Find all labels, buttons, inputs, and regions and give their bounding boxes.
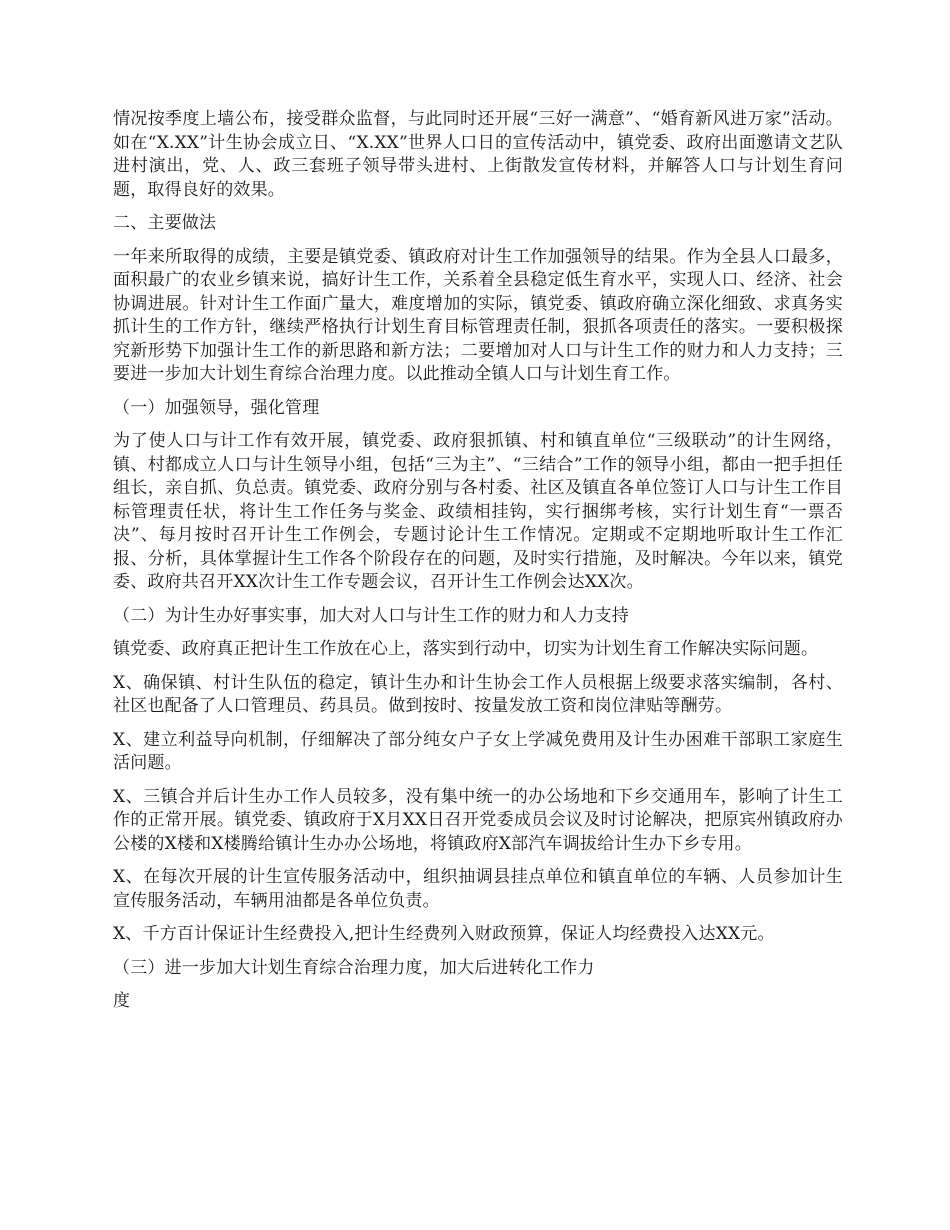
subheading-financial-support: （二）为计生办好事实事，加大对人口与计生工作的财力和人力支持 (113, 605, 629, 626)
list-item-incentive-mechanism: X、建立利益导向机制，仔细解决了部分纯女户子女上学减免费用及计生办困难干部职工家庭生活问题。 (113, 729, 843, 773)
list-item-team-stability: X、确保镇、村计生队伍的稳定，镇计生办和计生协会工作人员根据上级要求落实编制，各村、社区也配备了人口管理员、药具员。做到按时、按量发放工资和岗位津贴等酬劳。 (113, 672, 843, 716)
list-item-office-vehicle: X、三镇合并后计生办工作人员较多，没有集中统一的办公场地和下乡交通用车，影响了计生工作的正常开展。镇党委、镇政府于X月XX日召开党委成员会议及时讨论解决，把原宾州镇政府办公楼的X楼和X楼腾给镇计生办办公场地，将镇政府X部汽车调拔给计生办下乡专用。 (113, 786, 843, 854)
paragraph-intro-continued: 情况按季度上墙公布，接受群众监督，与此同时还开展“三好一满意”、“婚育新风进万家”活动。如在“X.XX”计生协会成立日、“X.XX”世界人口日的宣传活动中，镇党委、政府出面邀请文艺队进村演出，党、人、政三套班子领导带头进村、上街散发宣传材料，并解答人口与计划生育问题，取得良好的效果。 (113, 109, 843, 200)
paragraph-practical-problems: 镇党委、政府真正把计生工作放在心上，落实到行动中，切实为计划生育工作解决实际问题。 (113, 639, 819, 659)
subheading-strengthen-leadership: （一）加强领导，强化管理 (113, 397, 320, 418)
list-item-publicity-activities: X、在每次开展的计生宣传服务活动中，组织抽调县挂点单位和镇直单位的车辆、人员参加计生宣传服务活动，车辆用油都是各单位负责。 (113, 867, 843, 911)
section-heading-main-practices: 二、主要做法 (113, 213, 217, 233)
subheading-continuation: 度 (113, 991, 131, 1011)
list-item-funding: X、千方百计保证计生经费投入,把计生经费列入财政预算，保证人均经费投入达XX元。 (113, 924, 775, 944)
subheading-comprehensive-governance: （三）进一步加大计划生育综合治理力度，加大后进转化工作力 (113, 957, 595, 978)
paragraph-achievements: 一年来所取得的成绩，主要是镇党委、镇政府对计生工作加强领导的结果。作为全县人口最多，面积最广的农业乡镇来说，搞好计生工作，关系着全县稳定低生育水平，实现人口、经济、社会协调进展。针对计生工作面广量大，难度增加的实际，镇党委、镇政府确立深化细致、求真务实抓计生的工作方针，继续严格执行计划生育目标管理责任制，狠抓各项责任的落实。一要积极探究新形势下加强计生工作的新思路和新方法；二要增加对人口与计生工作的财力和人力支持；三要进一步加大计划生育综合治理力度。以此推动全镇人口与计划生育工作。 (113, 246, 843, 384)
paragraph-leadership-network: 为了使人口与计工作有效开展，镇党委、政府狠抓镇、村和镇直单位“三级联动”的计生网络，镇、村都成立人口与计生领导小组，包括“三为主”、“三结合”工作的领导小组，都由一把手担任组长，亲自抓、负总责。镇党委、政府分别与各村委、社区及镇直各单位签订人口与计生工作目标管理责任状，将计生工作任务与奖金、政绩相挂钩，实行捆绑考核，实行计划生育“一票否决”、每月按时召开计生工作例会，专题讨论计生工作情况。定期或不定期地听取计生工作汇报、分析，具体掌握计生工作各个阶段存在的问题，及时实行措施，及时解决。今年以来，镇党委、政府共召开XX次计生工作专题会议，召开计生工作例会达XX次。 (113, 431, 843, 592)
document-body (113, 108, 843, 1024)
